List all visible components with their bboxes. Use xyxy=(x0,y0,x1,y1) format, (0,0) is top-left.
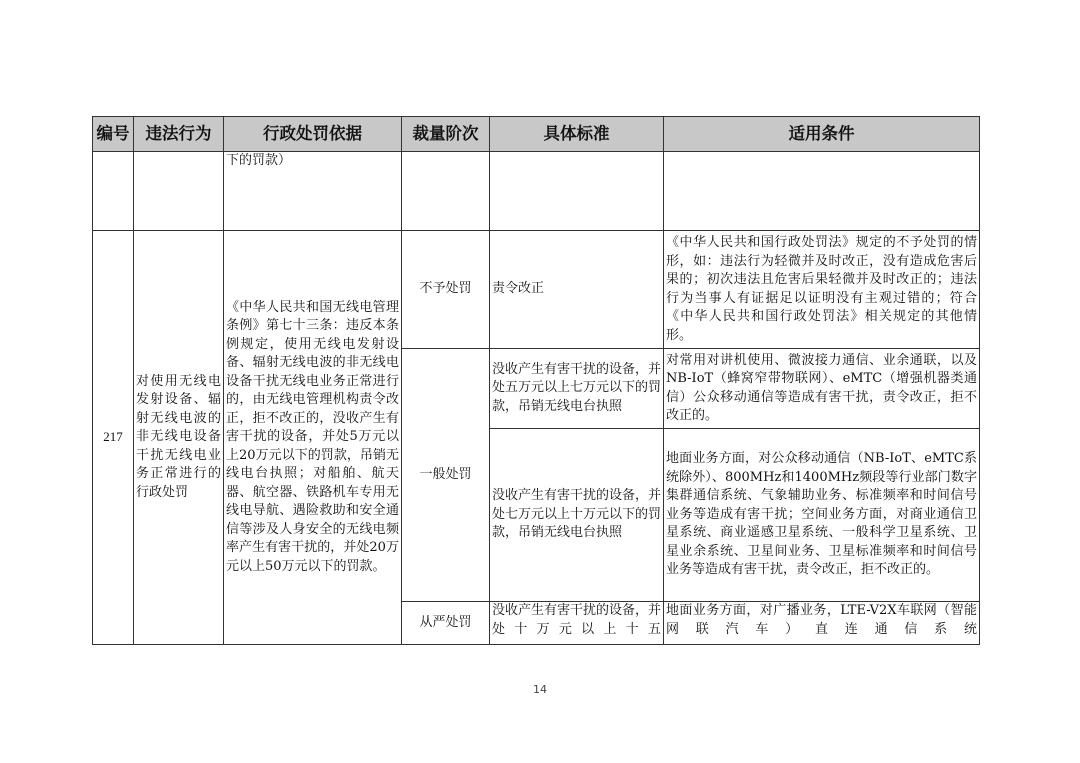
condition-strict-cell xyxy=(664,602,980,645)
level-strict: 从严处罚 xyxy=(402,602,490,645)
header-row xyxy=(93,117,980,152)
header-standard: 具体标准 xyxy=(490,117,664,152)
table-header xyxy=(93,117,980,152)
continued-row xyxy=(93,152,980,231)
continued-level-cell xyxy=(402,152,490,231)
header-number: 编号 xyxy=(93,117,134,152)
violation-description: 对使用无线电发射设备、辐射无线电波的非无线电设备干扰无线电业务正常进行的行政处罚 xyxy=(134,231,224,645)
condition-no-penalty: 《中华人民共和国行政处罚法》规定的不予处罚的情形，如：违法行为轻微并及时改正，没有造成危害后果的；初次违法且危害后果轻微并及时改正的；违法行为当事人有证据足以证明没有主观过错的；符合《中华人民共和国行政处罚法》相关规定的其他情形。 xyxy=(664,231,980,349)
condition-strict: 地面业务方面，对广播业务，LTE-V2X车联网（智能网联汽车）直连通信系统 xyxy=(666,603,977,637)
standard-general-2: 没收产生有害干扰的设备，并处七万元以上十万元以下的罚款，吊销无线电台执照 xyxy=(490,429,664,602)
header-level: 裁量阶次 xyxy=(402,117,490,152)
header-violation: 违法行为 xyxy=(134,117,224,152)
header-condition: 适用条件 xyxy=(664,117,980,152)
level-no-penalty: 不予处罚 xyxy=(402,231,490,349)
standard-general-1: 没收产生有害干扰的设备，并处五万元以上七万元以下的罚款，吊销无线电台执照 xyxy=(490,349,664,429)
continued-condition-cell xyxy=(664,152,980,231)
record-number: 217 xyxy=(93,231,134,645)
continued-number-cell xyxy=(93,152,134,231)
penalty-standards-table xyxy=(92,116,980,645)
legal-basis-text: 《中华人民共和国无线电管理条例》第七十三条：违反本条例规定，使用无线电发射设备、辐射无线电波的非无线电设备干扰无线电业务正常进行的，由无线电管理机构责令改正，拒不改正的，没收产生有害干扰的设备，并处5万元以上20万元以下的罚款，吊销无线电台执照；对船舶、航天器、航空器、铁路机车专用无线电导航、遇险救助和安全通信等涉及人身安全的无线电频率产生有害干扰的，并处20万元以上50万元以下的罚款。 xyxy=(224,231,402,645)
header-legal-basis: 行政处罚依据 xyxy=(224,117,402,152)
level-general: 一般处罚 xyxy=(402,349,490,602)
continued-standard-cell xyxy=(490,152,664,231)
record-row-no-penalty xyxy=(93,231,980,349)
standard-no-penalty: 责令改正 xyxy=(490,231,664,349)
condition-general-1: 对常用对讲机使用、微波接力通信、业余通联，以及NB-IoT（蜂窝窄带物联网）、eMTC（增强机器类通信）公众移动通信等造成有害干扰，责令改正，拒不改正的。 xyxy=(664,349,980,429)
standard-strict: 没收产生有害干扰的设备，并处十万元以上十五 xyxy=(492,603,661,637)
continued-violation-cell xyxy=(134,152,224,231)
page-number: 14 xyxy=(533,683,547,696)
standard-strict-cell xyxy=(490,602,664,645)
condition-general-2: 地面业务方面，对公众移动通信（NB-IoT、eMTC系统除外）、800MHz和1400MHz频段等行业部门数字集群通信系统、气象辅助业务、标准频率和时间信号业务等造成有害干扰；空间业务方面，对商业通信卫星系统、商业遥感卫星系统、一般科学卫星系统、卫星业余系统、卫星间业务、卫星标准频率和时间信号业务等造成有害干扰，责令改正，拒不改正的。 xyxy=(664,429,980,602)
continued-basis-cell: 下的罚款） xyxy=(224,152,402,231)
